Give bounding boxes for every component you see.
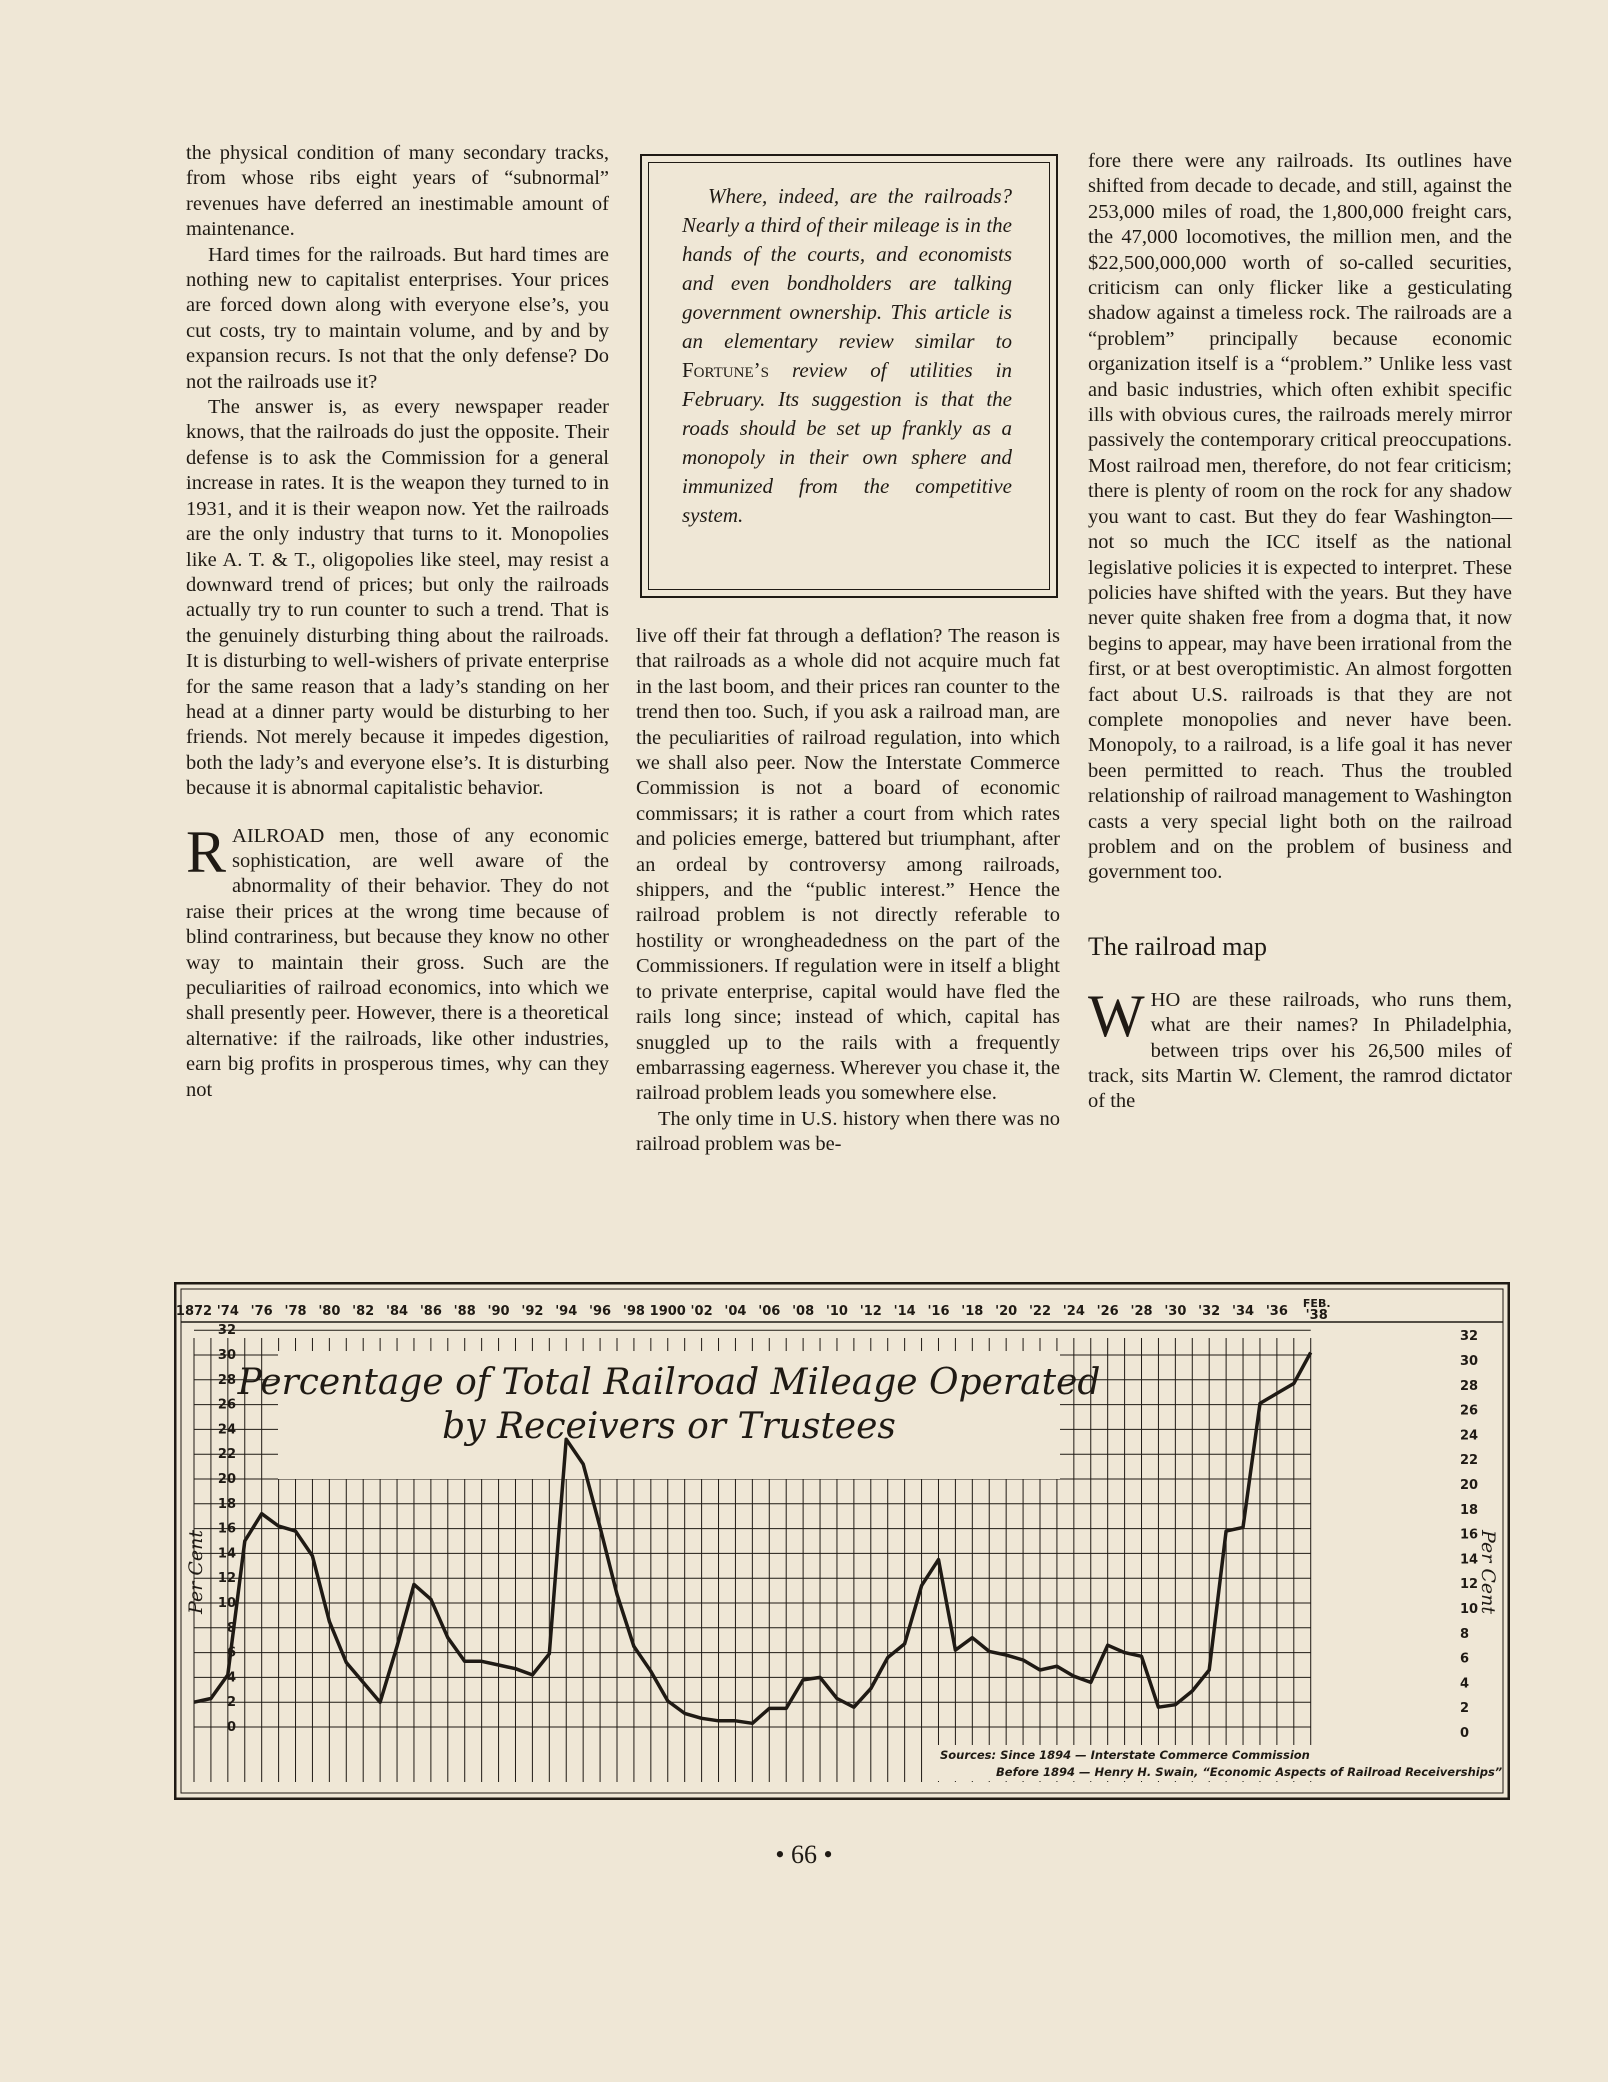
y-tick-label: 10: [217, 1596, 236, 1611]
x-tick-label: '98: [622, 1304, 645, 1319]
chart-title-line-1: Percentage of Total Railroad Mileage Operated: [237, 1362, 1101, 1403]
section-heading: The railroad map: [1088, 931, 1268, 961]
paragraph: Hard times for the railroads. But hard times are nothing new to capitalist enterprises. Your prices are forced down along with everyone else’s, you cut costs, try to maintain volume, and by and by expansion recurs. Is not that the only defense? Do not the railroads use it?: [186, 243, 609, 393]
x-tick-label: '02: [690, 1304, 713, 1319]
y-tick-label: 30: [1460, 1354, 1479, 1369]
x-tick-label: '76: [250, 1304, 273, 1319]
y-tick-label: 22: [1460, 1453, 1479, 1469]
pull-quote-box: [640, 154, 1058, 598]
x-tick-label: '88: [453, 1304, 476, 1319]
y-tick-label: 2: [1460, 1701, 1470, 1717]
y-tick-label: 30: [217, 1348, 236, 1363]
drop-cap: W: [1088, 982, 1145, 1049]
x-tick-label: FEB.: [1302, 1297, 1331, 1310]
x-tick-label: '22: [1028, 1304, 1052, 1319]
x-tick-label: '96: [589, 1304, 612, 1319]
pull-quote-part: review of utilities in February. Its suggestion is that the roads should be set up frankly as a monopoly in their own sphere and immunized from the competitive system.: [682, 358, 1012, 527]
y-tick-label: 20: [217, 1472, 236, 1487]
y-tick-label: 20: [1460, 1478, 1479, 1493]
drop-cap: R: [186, 818, 227, 885]
paragraph: live off their fat through a deflation? The reason is that railroads as a whole did not acquire much fat in the last boom, and their prices ran counter to the trend then too. Such, if you ask a railroad man, are the peculiarities of railroad regulation, into which we shall also peer. Now the Interstate Commerce Commission is not a board of economic commissars; it is rather a court from which rates and policies emerge, battered but triumphant, after an ordeal by controversy among railroads, shippers, and the “public interest.” Hence the railroad problem is not directly referable to hostility or wrongheadedness on the part of the Commissioners. If regulation were in itself a blight to private enterprise, capital would have fled the rails long since; instead of which, capital has snuggled up to the rails with a frequently embarrassing eagerness. Wherever you chase it, the railroad problem leads you somewhere else.: [636, 625, 1060, 1105]
sources-line-1: Sources: Since 1894 — Interstate Commerce Commission: [940, 1748, 1310, 1762]
page-number: • 66 •: [775, 1840, 833, 1869]
x-tick-label: 1900: [649, 1304, 686, 1319]
y-tick-label: 6: [226, 1645, 236, 1661]
x-tick-label: '10: [825, 1304, 848, 1319]
x-tick-label: '16: [927, 1304, 950, 1319]
y-tick-label: 12: [1460, 1577, 1479, 1593]
x-tick-label: '30: [1164, 1304, 1187, 1319]
x-tick-label: '84: [386, 1304, 409, 1319]
paragraph-text: are these railroads, who runs them, what are their names? In Philadelphia, between trips over his 26,500 miles of track, sits Martin W. Clement, the ramrod dictator of the: [1088, 988, 1512, 1113]
y-tick-label: 18: [217, 1496, 236, 1512]
pull-quote-text: [682, 182, 1012, 530]
x-tick-label: '34: [1232, 1304, 1255, 1319]
y-axis-label-right: Per Cent: [1477, 1530, 1499, 1614]
paragraph-text: men, those of any economic sophistication, are well aware of the abnormality of their behavior. They do not raise their prices at the wrong time because of blind contrariness, but because they know no other way to maintain their gross. Such are the peculiarities of railroad economics, into which we shall presently peer. However, there is a theoretical alternative: if the railroads, like other industries, earn big profits in prosperous times, why can they not: [186, 824, 609, 1101]
x-tick-label: '04: [724, 1304, 747, 1319]
y-tick-label: 28: [217, 1372, 236, 1388]
y-tick-label: 4: [1460, 1676, 1470, 1692]
y-axis-labels-right: [1460, 1329, 1478, 1741]
y-tick-label: 14: [1460, 1552, 1479, 1568]
paragraph: fore there were any railroads. Its outlines have shifted from decade to decade, and still, against the 253,000 miles of road, the 1,800,000 freight cars, the 47,000 locomotives, the million men, and the $22,500,000,000 worth of so-called securities, criticism can only flicker like a gesticulating shadow against a timeless rock. The railroads are a “problem” principally because economic organization itself is a “problem.” Unlike less vast and basic industries, which often exhibit specific ills with obvious cures, the railroads merely mirror passively the contemporary critical preoccupations. Most railroad men, therefore, do not fear criticism; there is plenty of room on the rock for any shadow you want to cast. But they do fear Washington—not so much the ICC itself as the national legislative policies it is expected to interpret. These policies have shifted with the years. But they have never quite shaken free from a dogma that, it now begins to appear, may have been irrational from the first, or at best overoptimistic. An almost forgotten fact about U.S. railroads is that they are not complete monopolies and never have been. Monopoly, to a railroad, is a life goal it has never been permitted to reach. Thus the troubled relationship of railroad management to Washington casts a very special light both on the railroad problem and on the problem of business and government too.: [1088, 150, 1512, 884]
sources-line-2: Before 1894 — Henry H. Swain, “Economic Aspects of Railroad Receiverships”: [996, 1765, 1503, 1779]
y-tick-label: 16: [1460, 1527, 1479, 1543]
paragraph: the physical condition of many secondary tracks, from whose ribs eight years of “subnormal” revenues have deferred an inestimable amount of maintenance.: [186, 142, 609, 241]
y-tick-label: 10: [1460, 1602, 1479, 1617]
y-tick-label: 0: [226, 1720, 236, 1735]
x-tick-label: '74: [216, 1304, 239, 1319]
x-tick-label: '14: [893, 1304, 916, 1319]
y-tick-label: 26: [1460, 1403, 1479, 1419]
x-tick-label: '28: [1130, 1304, 1153, 1319]
x-tick-label: '94: [555, 1304, 578, 1319]
x-tick-label: '08: [792, 1304, 815, 1319]
paragraph: The only time in U.S. history when there was no railroad problem was be-: [636, 1107, 1060, 1156]
y-tick-label: 8: [226, 1620, 236, 1636]
x-tick-label: '12: [859, 1304, 882, 1319]
y-tick-label: 24: [1460, 1428, 1479, 1444]
article-column-2: [636, 624, 1060, 1158]
paragraph: [1088, 982, 1512, 1115]
x-tick-label: '90: [487, 1304, 510, 1319]
y-tick-label: 12: [217, 1571, 236, 1587]
x-tick-label: '78: [284, 1304, 307, 1319]
x-tick-label: '24: [1062, 1304, 1085, 1319]
x-tick-label: '82: [352, 1304, 375, 1319]
y-tick-label: 26: [217, 1397, 236, 1413]
y-tick-label: 6: [1460, 1651, 1470, 1667]
fortune-name: Fortune’s: [682, 358, 769, 382]
y-tick-label: 16: [217, 1521, 236, 1537]
y-tick-label: 14: [217, 1546, 236, 1562]
y-tick-label: 32: [1460, 1329, 1479, 1345]
y-tick-label: 4: [226, 1670, 236, 1686]
x-tick-label: '92: [521, 1304, 544, 1319]
x-tick-label: '18: [961, 1304, 984, 1319]
x-tick-label: '06: [758, 1304, 781, 1319]
y-tick-label: 18: [1460, 1502, 1479, 1518]
chart-title-line-2: by Receivers or Trustees: [442, 1406, 896, 1447]
x-tick-label: '86: [419, 1304, 442, 1319]
paragraph: The answer is, as every newspaper reader knows, that the railroads do just the opposite. Their defense is to ask the Commission for a general increase in rates. It is the weapon they turned to in 1931, and it is their weapon now. Yet the railroads are the only industry that turns to it. Monopolies like A. T. & T., oligopolies like steel, may resist a downward trend of prices; but only the railroads actually try to run counter to such a trend. That is the genuinely disturbing thing about the railroads. It is disturbing to well-wishers of private enterprise for the same reason that a lady’s standing on her head at a dinner party would be disturbing to her friends. Not merely because it impedes digestion, both the lady’s and everyone else’s. It is disturbing because it is abnormal capitalistic behavior.: [186, 396, 609, 800]
y-axis-label-left: Per Cent: [185, 1530, 207, 1614]
paragraph: [186, 818, 609, 1103]
x-axis-labels: [176, 1297, 1331, 1323]
x-tick-label: '26: [1096, 1304, 1119, 1319]
x-tick-label: '32: [1198, 1304, 1221, 1319]
y-tick-label: 28: [1460, 1378, 1479, 1394]
y-tick-label: 24: [217, 1422, 236, 1438]
lead-in: AILROAD: [232, 824, 325, 847]
article-column-1: [186, 141, 609, 1103]
lead-in: HO: [1150, 988, 1181, 1011]
x-tick-label: '20: [995, 1304, 1018, 1319]
y-tick-label: 22: [217, 1447, 236, 1463]
receivership-chart: [174, 1282, 1510, 1800]
x-tick-label: '80: [318, 1304, 341, 1319]
y-tick-label: 32: [217, 1323, 236, 1339]
y-tick-label: 2: [226, 1695, 236, 1711]
x-tick-label: '36: [1265, 1304, 1288, 1319]
y-tick-label: 8: [1460, 1626, 1470, 1642]
y-tick-label: 0: [1460, 1726, 1470, 1741]
pull-quote-part: Where, indeed, are the railroads? Nearly a third of their mileage is in the hands of the courts, and economists and even bondholders are talking government ownership. This article is an elementary review similar to: [682, 184, 1012, 353]
x-tick-label: 1872: [175, 1304, 213, 1319]
x-tick-label: '38: [1305, 1308, 1328, 1323]
article-column-3: [1088, 149, 1512, 1115]
